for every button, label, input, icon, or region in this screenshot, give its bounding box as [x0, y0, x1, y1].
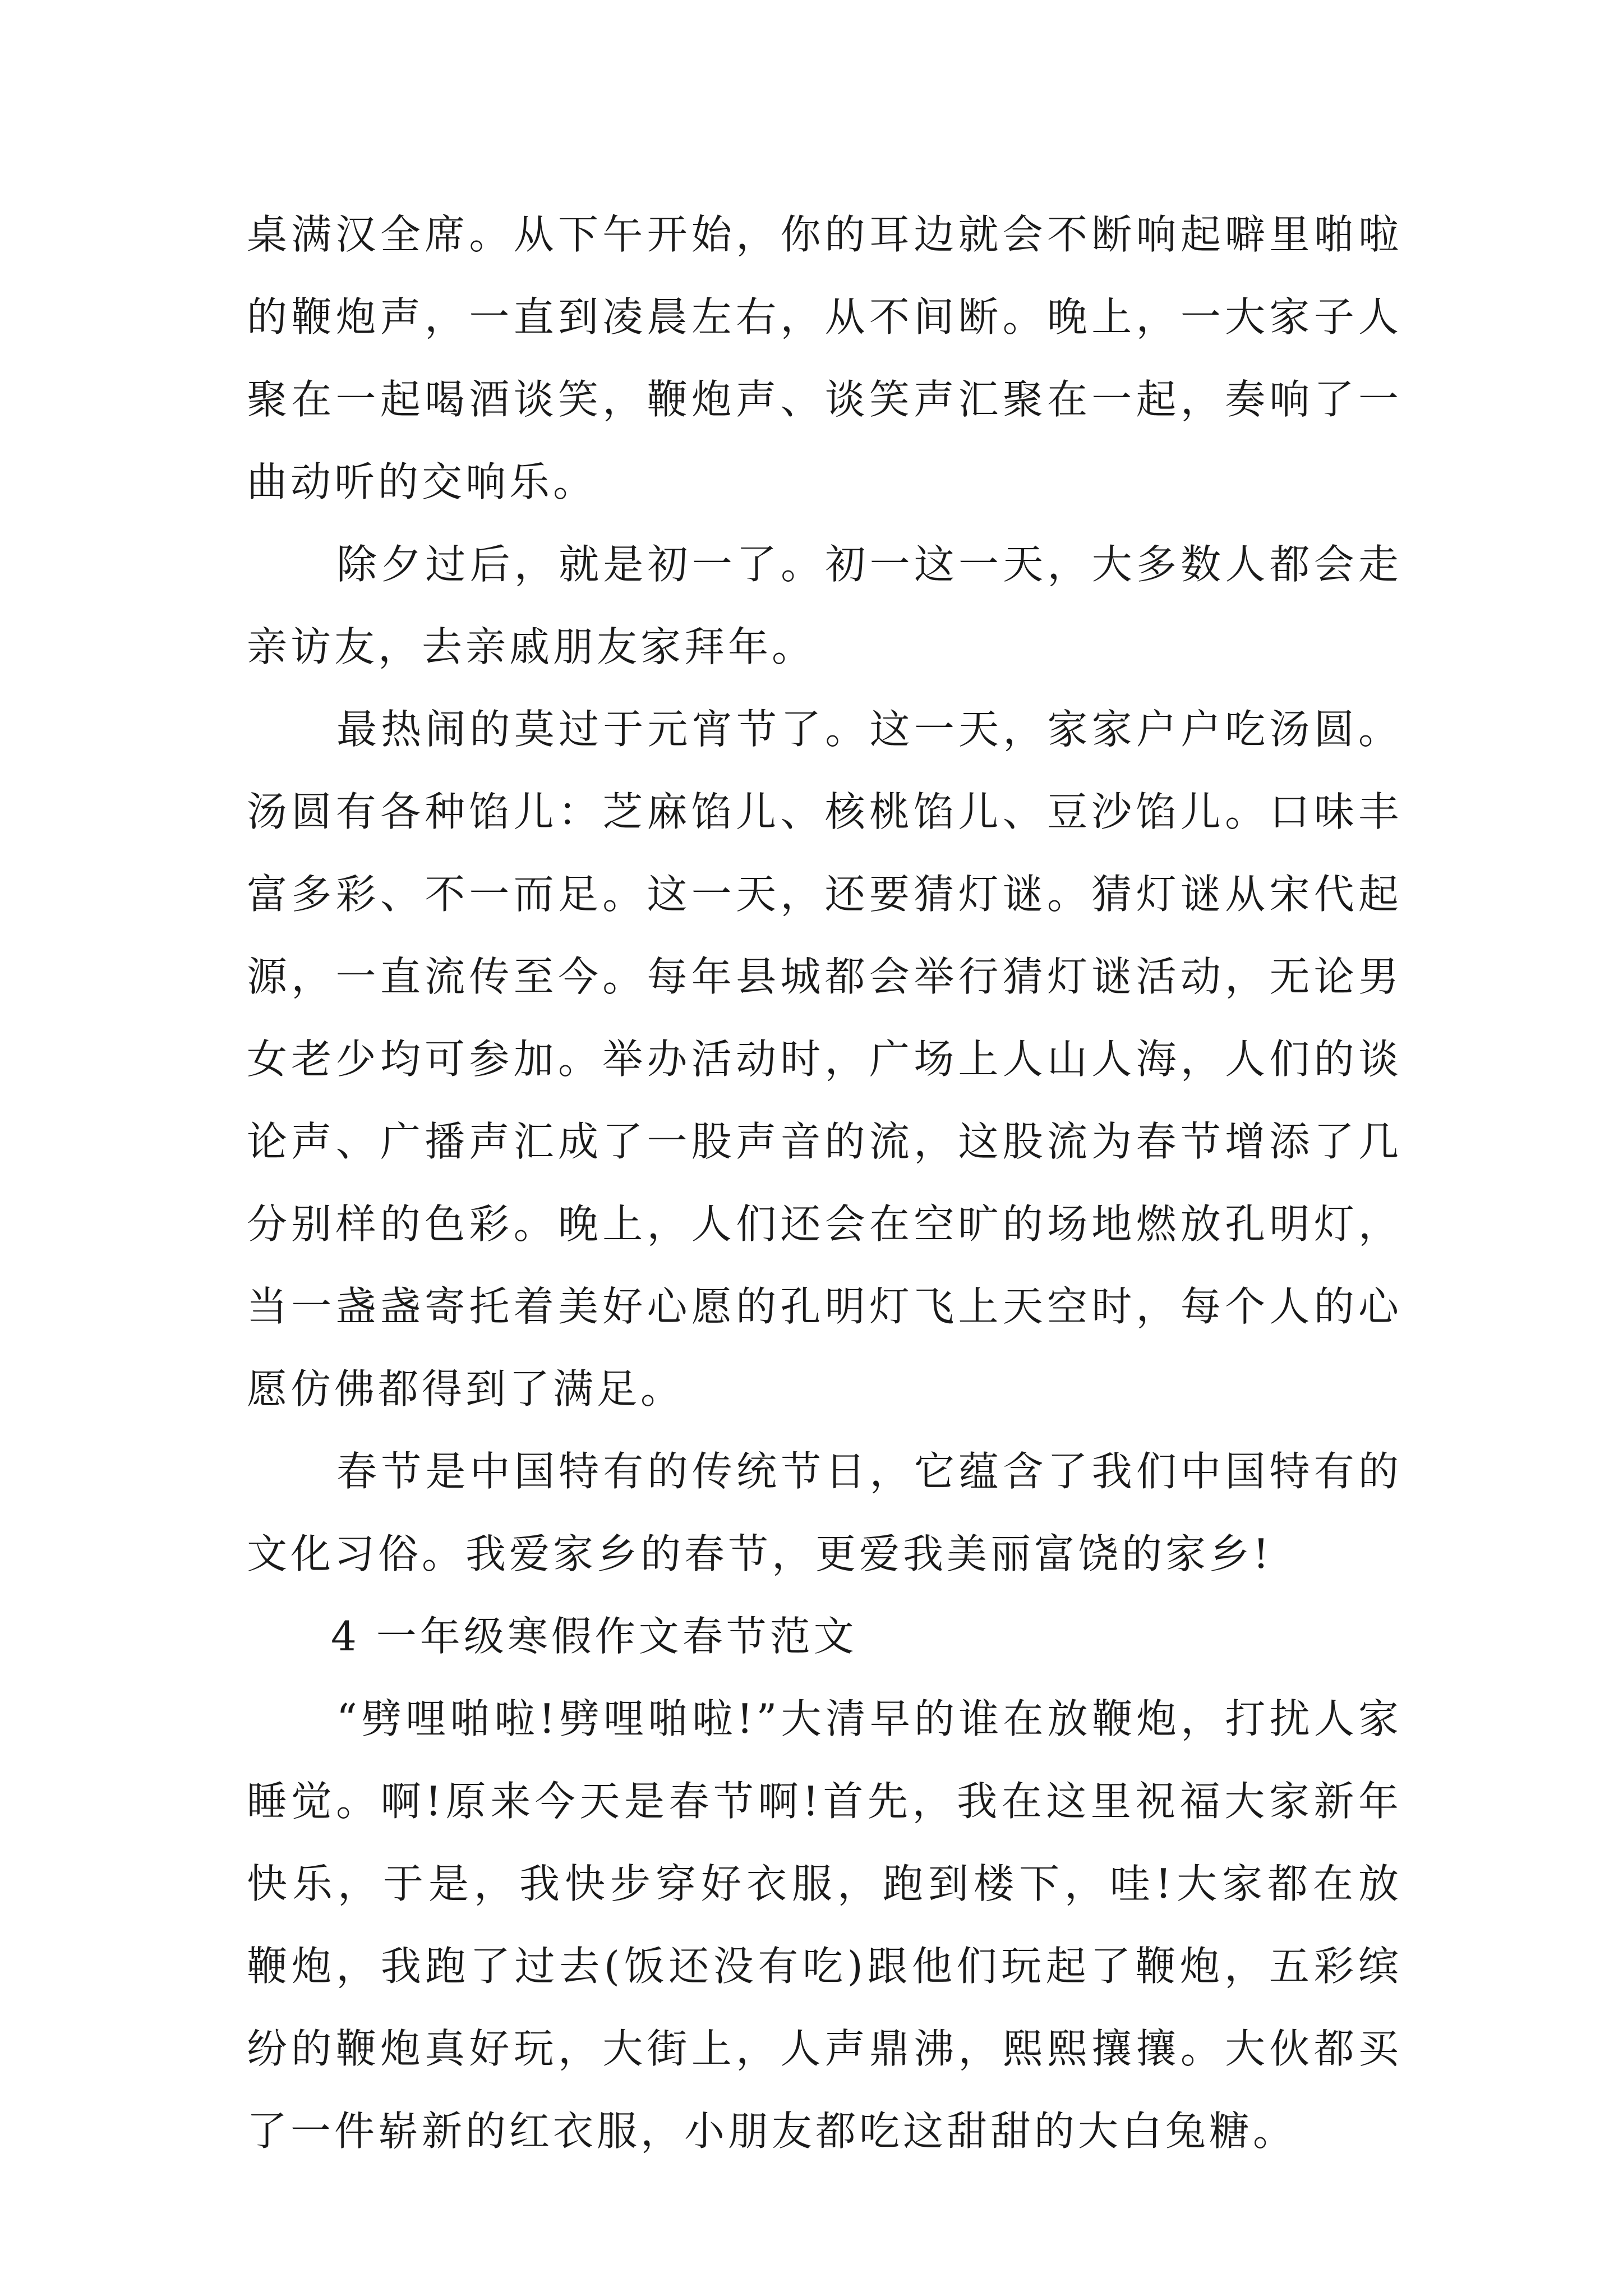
paragraph-lantern-festival: 最热闹的莫过于元宵节了。这一天，家家户户吃汤圆。汤圆有各种馅儿：芝麻馅儿、核桃馅儿、豆沙馅儿。口味丰富多彩、不一而足。这一天，还要猜灯谜。猜灯谜从宋代起源，一直流传至今。每年县城都会举行猜灯谜活动，无论男女老少均可参加。举办活动时，广场上人山人海，人们的谈论声、广播声汇成了一股声音的流，这股流为春节增添了几分别样的色彩。晚上，人们还会在空旷的场地燃放孔明灯，当一盏盏寄托着美好心愿的孔明灯飞上天空时，每个人的心愿仿佛都得到了满足。	[247, 706, 1402, 1412]
paragraph-continued: 桌满汉全席。从下午开始，你的耳边就会不断响起噼里啪啦的鞭炮声，一直到凌晨左右，从不间断。晚上，一大家子人聚在一起喝酒谈笑，鞭炮声、谈笑声汇聚在一起，奏响了一曲动听的交响乐。	[247, 211, 1402, 505]
section-heading: 4 一年级寒假作文春节范文	[331, 1613, 857, 1660]
document-body	[247, 194, 1402, 2173]
paragraph-conclusion: 春节是中国特有的传统节日，它蕴含了我们中国特有的文化习俗。我爱家乡的春节，更爱我美丽富饶的家乡!	[247, 1448, 1402, 1577]
paragraph-new-year-first-day: 除夕过后，就是初一了。初一这一天，大多数人都会走亲访友，去亲戚朋友家拜年。	[247, 541, 1402, 670]
paragraph-firecrackers: “劈哩啪啦!劈哩啪啦!”大清早的谁在放鞭炮，打扰人家睡觉。啊!原来今天是春节啊!首先，我在这里祝福大家新年快乐，于是，我快步穿好衣服，跑到楼下，哇!大家都在放鞭炮，我跑了过去(饭还没有吃)跟他们玩起了鞭炮，五彩缤纷的鞭炮真好玩，大街上，人声鼎沸，熙熙攘攘。大伙都买了一件崭新的红衣服，小朋友都吃这甜甜的大白兔糖。	[247, 1695, 1402, 2155]
